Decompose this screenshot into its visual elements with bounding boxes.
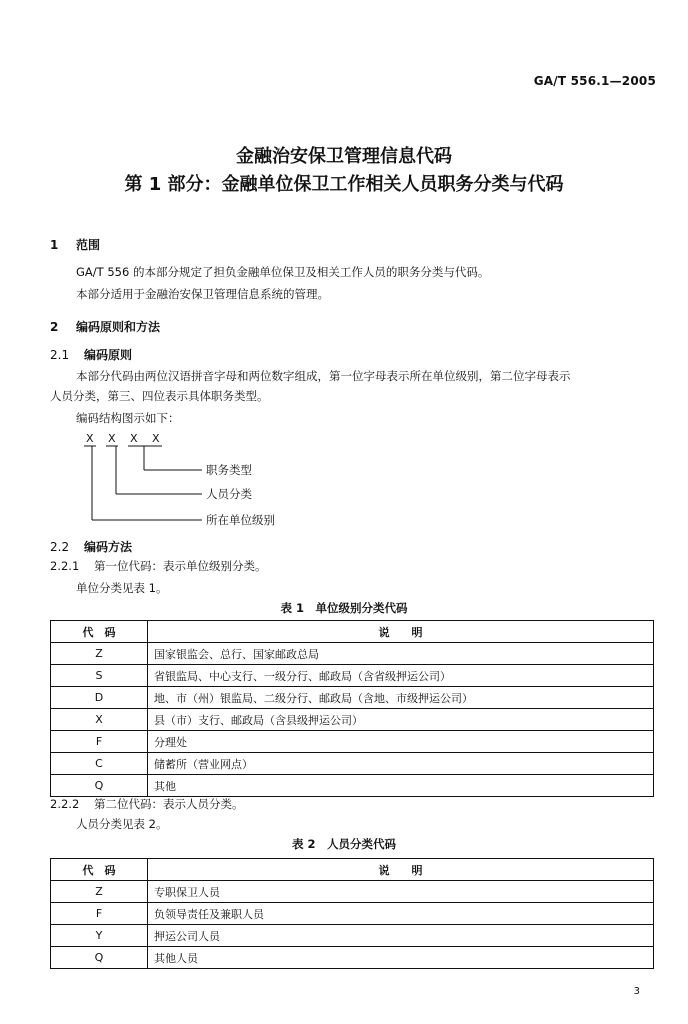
coding-structure-diagram <box>84 432 344 532</box>
code-cell: X <box>51 709 148 731</box>
column-header-code: 代 码 <box>51 859 148 881</box>
table-row <box>51 687 654 709</box>
code-symbol-2: X <box>108 432 116 445</box>
table-2 <box>50 858 654 969</box>
section-2-2-heading: 2.2 编码方法 <box>50 540 133 554</box>
code-symbol-4: X <box>152 432 160 445</box>
description-cell: 押运公司人员 <box>148 925 654 947</box>
table-row <box>51 731 654 753</box>
section-2-1-heading: 2.1 编码原则 <box>50 348 133 362</box>
code-cell: Z <box>51 643 148 665</box>
diagram-label-personnel-category: 人员分类 <box>206 487 252 501</box>
description-cell: 储蓄所（营业网点） <box>148 753 654 775</box>
table-header-row <box>51 621 654 643</box>
code-cell: Z <box>51 881 148 903</box>
column-header-code: 代 码 <box>51 621 148 643</box>
section-1-paragraph-1: GA/T 556 的本部分规定了担负金融单位保卫及相关工作人员的职务分类与代码。 <box>76 265 490 279</box>
code-cell: F <box>51 731 148 753</box>
document-title: 金融治安保卫管理信息代码 <box>236 146 452 167</box>
description-cell: 地、市（州）银监局、二级分行、邮政局（含地、市级押运公司） <box>148 687 654 709</box>
code-cell: Q <box>51 775 148 797</box>
code-cell: S <box>51 665 148 687</box>
standard-number: GA/T 556.1—2005 <box>533 74 656 88</box>
description-cell: 其他 <box>148 775 654 797</box>
table-1 <box>50 620 654 797</box>
description-cell: 专职保卫人员 <box>148 881 654 903</box>
code-cell: F <box>51 903 148 925</box>
description-cell: 负领导责任及兼职人员 <box>148 903 654 925</box>
description-cell: 分理处 <box>148 731 654 753</box>
code-symbol-3: X <box>130 432 138 445</box>
description-cell: 国家银监会、总行、国家邮政总局 <box>148 643 654 665</box>
description-cell: 县（市）支行、邮政局（含县级押运公司） <box>148 709 654 731</box>
code-cell: D <box>51 687 148 709</box>
section-2-1-paragraph-1a: 本部分代码由两位汉语拼音字母和两位数字组成，第一位字母表示所在单位级别，第二位字母表示 <box>76 369 571 383</box>
section-2-1-paragraph-1b: 人员分类，第三、四位表示具体职务类型。 <box>50 389 269 403</box>
table-row <box>51 665 654 687</box>
section-2-2-1: 2.2.1 第一位代码：表示单位级别分类。 <box>50 559 267 573</box>
document-subtitle: 第 1 部分：金融单位保卫工作相关人员职务分类与代码 <box>124 174 564 195</box>
description-cell: 其他人员 <box>148 947 654 969</box>
column-header-description: 说 明 <box>148 621 654 643</box>
section-2-heading: 2 编码原则和方法 <box>50 320 161 334</box>
section-2-2-1-see-table: 单位分类见表 1。 <box>76 581 168 595</box>
section-2-2-2-see-table: 人员分类见表 2。 <box>76 817 168 831</box>
table-row <box>51 947 654 969</box>
section-1-paragraph-2: 本部分适用于金融治安保卫管理信息系统的管理。 <box>76 287 329 301</box>
table-row <box>51 903 654 925</box>
table-2-caption: 表 2 人员分类代码 <box>291 837 396 851</box>
description-cell: 省银监局、中心支行、一级分行、邮政局（含省级押运公司） <box>148 665 654 687</box>
code-symbol-1: X <box>86 432 94 445</box>
table-row <box>51 925 654 947</box>
table-row <box>51 881 654 903</box>
code-cell: C <box>51 753 148 775</box>
diagram-label-position-type: 职务类型 <box>206 463 252 477</box>
section-2-1-paragraph-2: 编码结构图示如下： <box>76 411 180 425</box>
section-2-2-2: 2.2.2 第二位代码：表示人员分类。 <box>50 797 244 811</box>
diagram-label-unit-level: 所在单位级别 <box>206 513 275 527</box>
code-cell: Q <box>51 947 148 969</box>
table-header-row <box>51 859 654 881</box>
section-1-heading: 1 范围 <box>50 238 101 252</box>
table-row <box>51 709 654 731</box>
table-1-caption: 表 1 单位级别分类代码 <box>280 601 408 615</box>
page-number: 3 <box>633 986 640 997</box>
table-row <box>51 643 654 665</box>
code-cell: Y <box>51 925 148 947</box>
table-row <box>51 753 654 775</box>
column-header-description: 说 明 <box>148 859 654 881</box>
